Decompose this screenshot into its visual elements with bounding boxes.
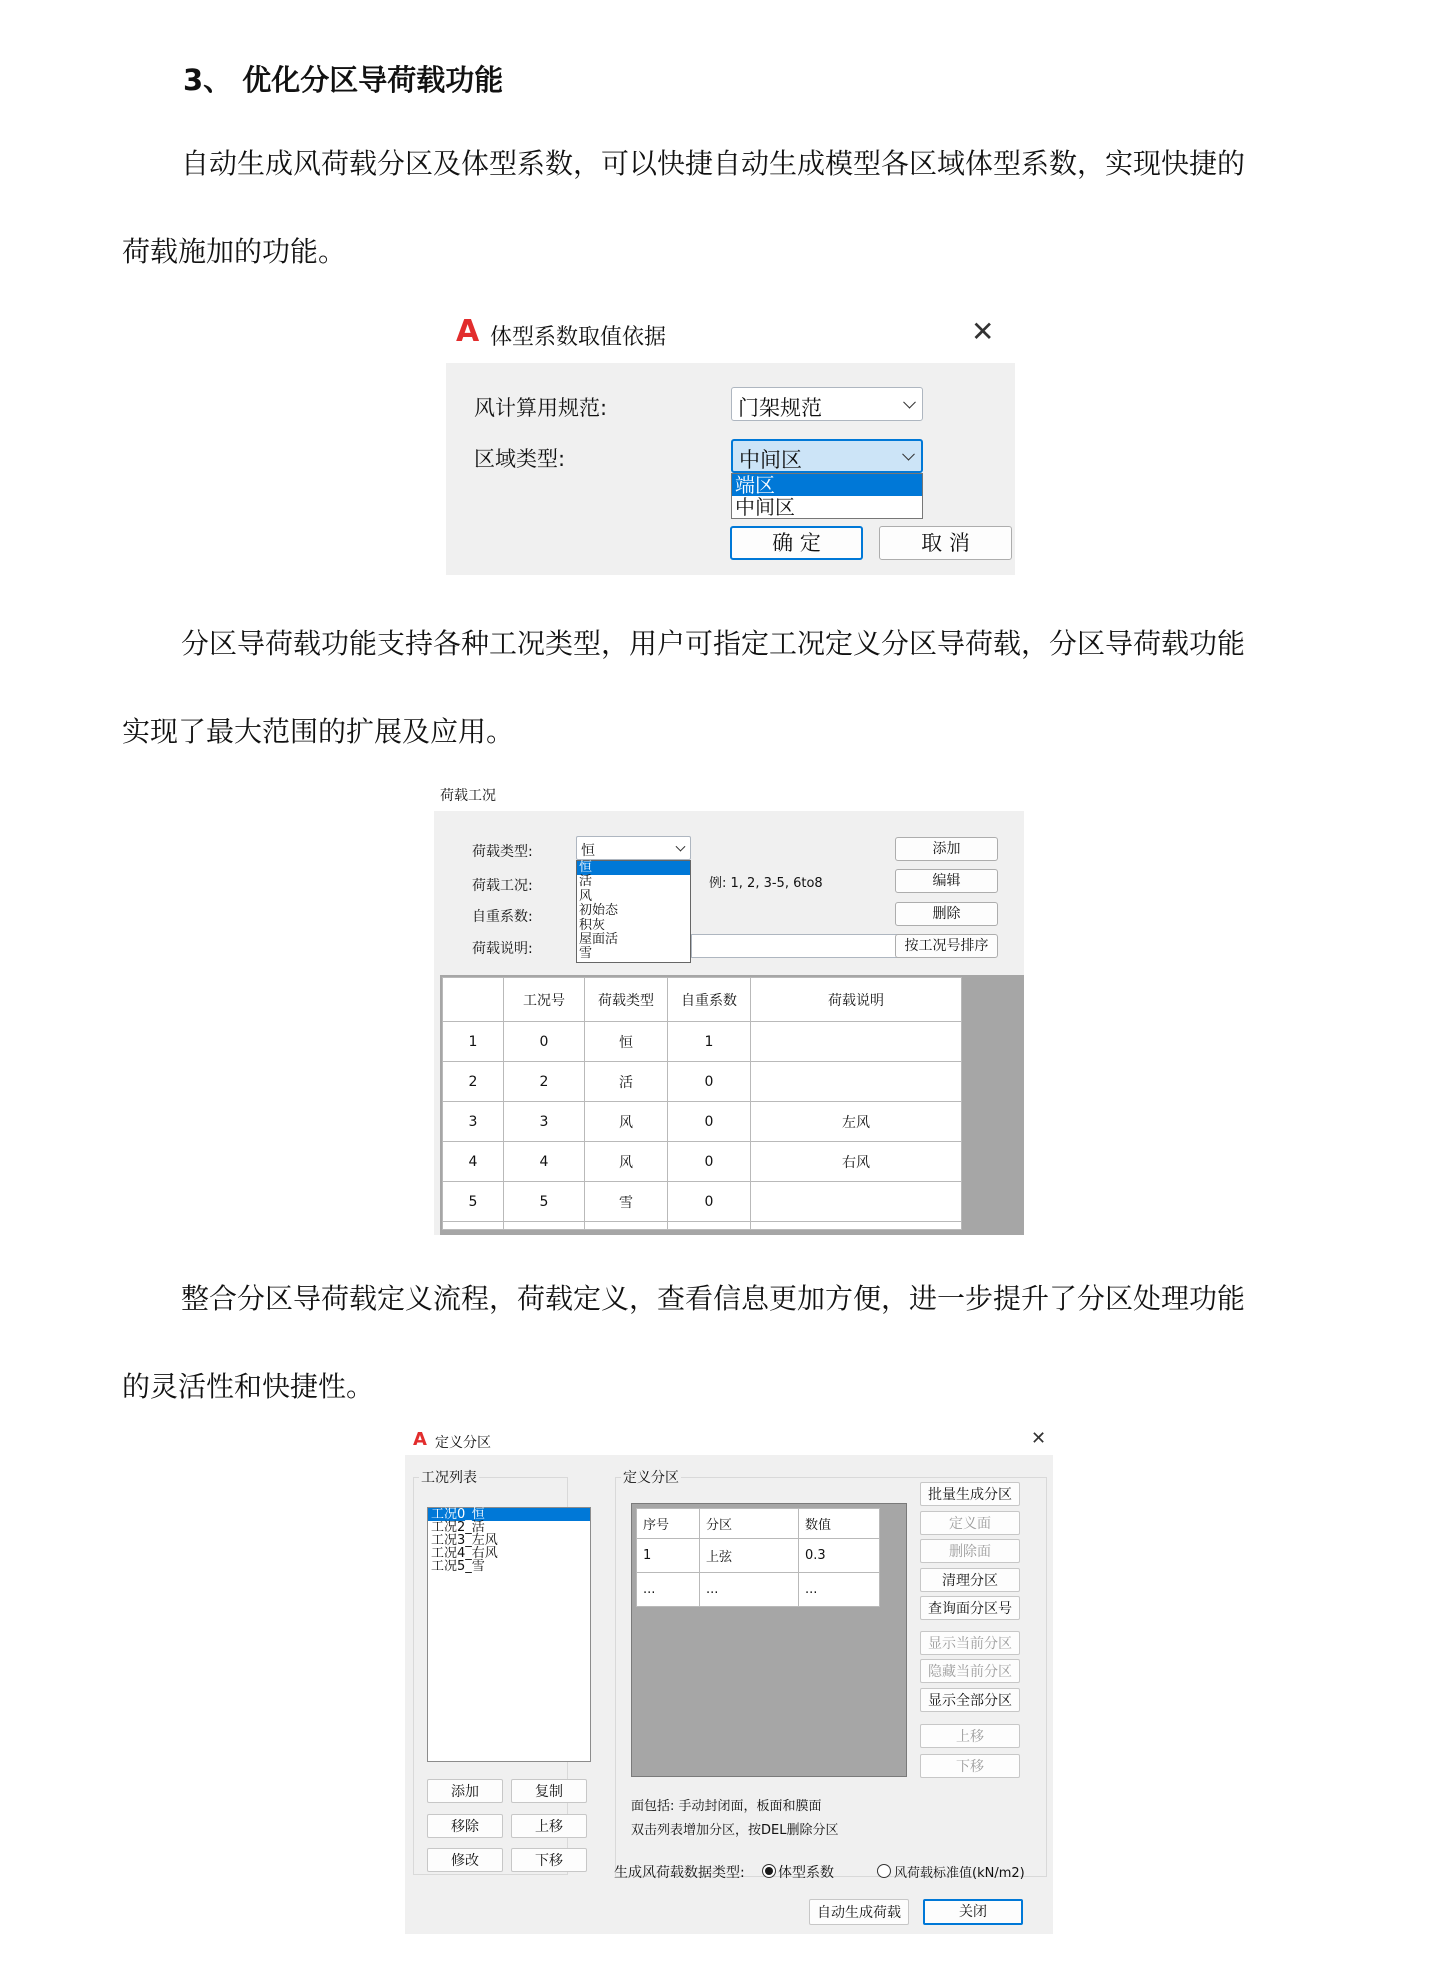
show-current-zone-button[interactable]: 显示当前分区 [920, 1631, 1020, 1655]
wind-code-select[interactable] [731, 387, 923, 421]
table-header-row [637, 1509, 880, 1539]
table-cell: 3 [504, 1102, 585, 1142]
radio-body-coefficient-label: 体型系数 [778, 1865, 834, 1881]
list-item[interactable]: 工况0_恒 [428, 1508, 590, 1521]
table-cell: 5 [443, 1182, 504, 1222]
dropdown-option[interactable]: 初始态 [579, 903, 619, 919]
define-face-button[interactable]: 定义面 [920, 1511, 1020, 1535]
table-cell: 0 [668, 1142, 751, 1182]
radio-wind-load-standard-label: 风荷载标准值(kN/m2) [894, 1866, 1025, 1881]
dropdown-option[interactable]: 恒 [577, 861, 690, 875]
dialog-caption: 荷载工况 [440, 788, 496, 804]
table-cell: 2 [504, 1062, 585, 1102]
app-logo-icon: A [456, 314, 480, 349]
move-case-up-button[interactable]: 上移 [511, 1814, 587, 1838]
section-heading: 3、 优化分区导荷载功能 [183, 63, 504, 97]
table-cell: 恒 [585, 1022, 668, 1062]
query-face-zone-button[interactable]: 查询面分区号 [920, 1596, 1020, 1620]
dialog-titlebar [446, 305, 1015, 363]
move-zone-down-button[interactable]: 下移 [920, 1754, 1020, 1778]
list-item[interactable]: 工况5_雪 [431, 1559, 485, 1574]
move-zone-up-button[interactable]: 上移 [920, 1724, 1020, 1748]
table-cell: 风 [585, 1102, 668, 1142]
load-type-select[interactable] [576, 836, 691, 860]
zone-type-dropdown-list [731, 473, 923, 519]
define-zone-label: 定义分区 [621, 1467, 681, 1487]
list-item[interactable]: 工况4_右风 [431, 1546, 498, 1561]
load-description-label: 荷载说明: [472, 941, 533, 957]
dialog-titlebar [405, 1425, 1053, 1455]
zone-type-label: 区域类型: [474, 447, 566, 471]
auto-generate-load-button[interactable]: 自动生成荷载 [809, 1899, 909, 1925]
batch-generate-zone-button[interactable]: 批量生成分区 [920, 1482, 1020, 1506]
case-listbox[interactable] [427, 1507, 591, 1762]
table-cell: 上弦 [700, 1539, 799, 1573]
column-header: 工况号 [504, 978, 585, 1022]
paragraph-2-line-2: 实现了最大范围的扩展及应用。 [122, 715, 515, 748]
table-header-row [443, 978, 962, 1022]
column-header: 序号 [637, 1509, 700, 1539]
table-cell [751, 1062, 962, 1102]
dropdown-option[interactable]: 雪 [579, 946, 593, 962]
wind-code-value: 门架规范 [738, 396, 822, 420]
list-item[interactable]: 工况3_左风 [431, 1533, 498, 1548]
load-type-value: 恒 [581, 843, 595, 859]
edit-button[interactable]: 编辑 [895, 869, 998, 893]
load-type-label: 荷载类型: [472, 844, 533, 860]
load-case-label: 荷载工况: [472, 878, 533, 894]
cancel-button[interactable]: 取 消 [879, 526, 1012, 560]
table-cell: ... [799, 1573, 880, 1607]
table-cell: 2 [443, 1062, 504, 1102]
close-icon[interactable]: ✕ [971, 315, 995, 348]
dropdown-option[interactable]: 活 [579, 874, 593, 890]
table-row[interactable] [637, 1573, 880, 1607]
ok-button[interactable]: 确 定 [730, 526, 863, 560]
table-cell: 4 [443, 1142, 504, 1182]
close-icon[interactable]: ✕ [1031, 1428, 1047, 1449]
table-cell: 0 [668, 1062, 751, 1102]
column-header: 荷载说明 [751, 978, 962, 1022]
load-case-table [442, 977, 962, 1230]
dialog-title: 体型系数取值依据 [490, 325, 667, 350]
close-button[interactable]: 关闭 [923, 1899, 1023, 1925]
chevron-down-icon [903, 396, 916, 409]
wind-code-label: 风计算用规范: [474, 396, 608, 420]
dropdown-option-middle-zone[interactable]: 中间区 [735, 495, 795, 519]
table-cell [751, 1022, 962, 1062]
table-row[interactable] [637, 1539, 880, 1573]
table-cell: 3 [443, 1102, 504, 1142]
sort-by-case-button[interactable]: 按工况号排序 [895, 934, 998, 958]
define-zone-dialog [405, 1425, 1053, 1934]
paragraph-1-line-2: 荷载施加的功能。 [122, 235, 347, 268]
paragraph-2-line-1: 分区导荷载功能支持各种工况类型，用户可指定工况定义分区导荷载，分区导荷载功能 [181, 627, 1246, 660]
zone-type-value: 中间区 [739, 448, 802, 472]
column-header: 数值 [799, 1509, 880, 1539]
generation-type-label: 生成风荷载数据类型: [614, 1865, 745, 1881]
paragraph-3-line-1: 整合分区导荷载定义流程，荷载定义，查看信息更加方便，进一步提升了分区处理功能 [181, 1282, 1246, 1315]
table-cell: 雪 [585, 1182, 668, 1222]
dropdown-option[interactable]: 积灰 [579, 917, 606, 933]
table-cell: ... [700, 1573, 799, 1607]
load-case-hint: 例: 1, 2, 3-5, 6to8 [709, 876, 823, 891]
move-case-down-button[interactable]: 下移 [511, 1848, 587, 1872]
table-cell: 1 [443, 1022, 504, 1062]
dialog-body [446, 363, 1015, 575]
chevron-down-icon [676, 842, 686, 852]
table-cell: 5 [504, 1182, 585, 1222]
app-logo-icon: A [413, 1429, 427, 1450]
zone-note-2: 双击列表增加分区，按DEL删除分区 [631, 1823, 839, 1838]
load-case-dialog [432, 775, 1024, 1235]
show-all-zones-button[interactable]: 显示全部分区 [920, 1688, 1020, 1712]
table-cell: 左风 [751, 1102, 962, 1142]
table-cell: 0 [504, 1022, 585, 1062]
dropdown-option-end-zone[interactable]: 端区 [732, 474, 922, 496]
dropdown-option[interactable]: 风 [579, 888, 593, 904]
list-item[interactable]: 工况2_活 [431, 1520, 485, 1535]
table-row[interactable] [443, 1102, 962, 1142]
modify-case-button[interactable]: 修改 [427, 1848, 503, 1872]
add-button[interactable]: 添加 [895, 837, 998, 861]
table-row[interactable] [443, 1182, 962, 1222]
case-list-label: 工况列表 [419, 1467, 479, 1487]
zone-note-1: 面包括: 手动封闭面，板面和膜面 [631, 1799, 822, 1814]
zone-type-select[interactable] [731, 439, 923, 473]
load-description-input[interactable] [691, 934, 911, 958]
radio-dot-icon [765, 1867, 773, 1875]
column-header: 自重系数 [668, 978, 751, 1022]
table-cell: 右风 [751, 1142, 962, 1182]
self-weight-label: 自重系数: [472, 909, 533, 925]
delete-button[interactable]: 删除 [895, 902, 998, 926]
copy-case-button[interactable]: 复制 [511, 1779, 587, 1803]
table-cell: 4 [504, 1142, 585, 1182]
table-cell: 0 [668, 1102, 751, 1142]
column-header [443, 978, 504, 1022]
body-shape-coefficient-dialog [446, 305, 1015, 575]
delete-face-button[interactable]: 删除面 [920, 1539, 1020, 1563]
column-header: 荷载类型 [585, 978, 668, 1022]
table-cell: 1 [668, 1022, 751, 1062]
load-type-dropdown-list [576, 860, 691, 963]
table-cell: ... [637, 1573, 700, 1607]
remove-case-button[interactable]: 移除 [427, 1814, 503, 1838]
table-row[interactable] [443, 1062, 962, 1102]
table-cell: 0.3 [799, 1539, 880, 1573]
hide-current-zone-button[interactable]: 隐藏当前分区 [920, 1659, 1020, 1683]
zone-table [636, 1508, 880, 1607]
radio-body-coefficient[interactable] [762, 1864, 776, 1878]
table-cell: 风 [585, 1142, 668, 1182]
add-case-button[interactable]: 添加 [427, 1779, 503, 1803]
table-cell: 活 [585, 1062, 668, 1102]
table-cell: 0 [668, 1182, 751, 1222]
table-cell: 1 [637, 1539, 700, 1573]
paragraph-3-line-2: 的灵活性和快捷性。 [122, 1370, 375, 1403]
dialog-title: 定义分区 [435, 1435, 491, 1451]
clear-zone-button[interactable]: 清理分区 [920, 1568, 1020, 1592]
table-cell [751, 1182, 962, 1222]
column-header: 分区 [700, 1509, 799, 1539]
dropdown-option[interactable]: 屋面活 [579, 932, 619, 948]
table-row-partial [443, 1222, 962, 1230]
table-row[interactable] [443, 1142, 962, 1182]
radio-wind-load-standard[interactable] [877, 1864, 891, 1878]
paragraph-1-line-1: 自动生成风荷载分区及体型系数，可以快捷自动生成模型各区域体型系数，实现快捷的 [181, 147, 1246, 180]
chevron-down-icon [902, 448, 915, 461]
table-row[interactable] [443, 1022, 962, 1062]
